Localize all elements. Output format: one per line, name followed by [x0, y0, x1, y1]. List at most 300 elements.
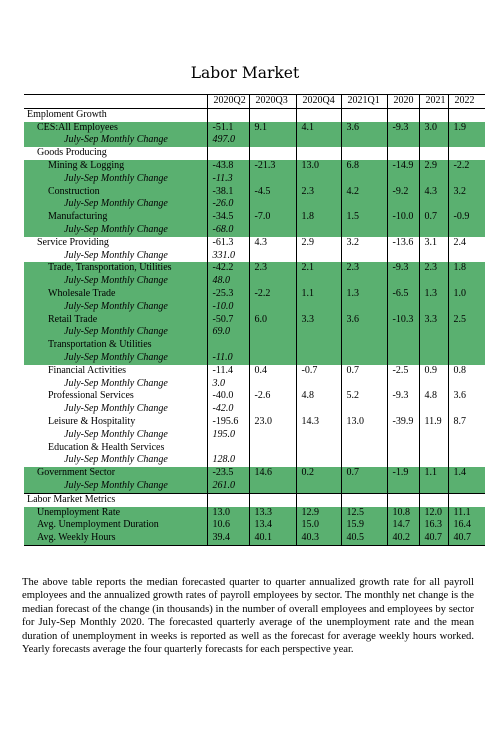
table-row — [24, 314, 485, 327]
value-cell — [419, 442, 448, 455]
value-cell: 2.9 — [419, 160, 448, 173]
value-cell — [296, 378, 341, 391]
value-cell — [341, 429, 387, 442]
value-cell: 15.9 — [341, 519, 387, 532]
table-body — [24, 95, 485, 546]
table-row — [24, 186, 485, 199]
value-cell — [448, 275, 485, 288]
value-cell: 3.6 — [448, 390, 485, 403]
table-row — [24, 250, 485, 263]
value-cell — [296, 403, 341, 416]
value-cell — [448, 493, 485, 506]
value-cell: -9.2 — [387, 186, 419, 199]
value-cell — [249, 429, 296, 442]
value-cell: 1.1 — [419, 467, 448, 480]
header-label-cell — [24, 95, 207, 109]
value-cell: 13.0 — [341, 416, 387, 429]
value-cell: 8.7 — [448, 416, 485, 429]
value-cell: -11.4 — [207, 365, 249, 378]
row-label: July-Sep Monthly Change — [24, 198, 207, 211]
row-label: July-Sep Monthly Change — [64, 377, 168, 389]
table-row — [24, 198, 485, 211]
value-cell: -42.2 — [207, 262, 249, 275]
value-cell — [387, 352, 419, 365]
value-cell: 12.9 — [296, 507, 341, 520]
value-cell: 11.9 — [419, 416, 448, 429]
value-cell — [448, 480, 485, 493]
value-cell — [249, 134, 296, 147]
value-cell: 4.8 — [296, 390, 341, 403]
value-cell — [341, 275, 387, 288]
table-row — [24, 378, 485, 391]
value-cell — [249, 224, 296, 237]
value-cell — [448, 442, 485, 455]
value-cell: 1.4 — [448, 467, 485, 480]
value-cell — [249, 108, 296, 121]
row-label: July-Sep Monthly Change — [24, 134, 207, 147]
value-cell — [296, 326, 341, 339]
value-cell — [341, 480, 387, 493]
value-cell: 0.9 — [419, 365, 448, 378]
value-cell — [387, 403, 419, 416]
row-label: Financial Activities — [48, 364, 127, 376]
table-row — [24, 301, 485, 314]
value-cell: 3.6 — [341, 314, 387, 327]
value-cell — [448, 147, 485, 160]
value-cell: -21.3 — [249, 160, 296, 173]
value-cell — [341, 454, 387, 467]
value-cell: -10.0 — [387, 211, 419, 224]
row-label: July-Sep Monthly Change — [64, 428, 168, 440]
value-cell — [296, 442, 341, 455]
table-row — [24, 416, 485, 429]
table-row — [24, 442, 485, 455]
value-cell — [419, 275, 448, 288]
table-caption: The above table reports the median forecasted quarter to quarter annualized growth rate for all payroll employees and the annualized growth rates of payroll employees by sector. The monthly net change is the median forecast of the change (in thousands) in the number of overall employees and employees by sector for July-Sep Monthly 2020. The forecasted quarterly average of the unemployment rate and the mean duration of unemployment in weeks is reported as well as the forecast for average weekly hours worked. Yearly forecasts average the four quarterly forecasts for each perspective year. — [22, 577, 474, 656]
table-row — [24, 288, 485, 301]
value-cell: 1.3 — [419, 288, 448, 301]
value-cell — [448, 403, 485, 416]
value-cell: 0.4 — [249, 365, 296, 378]
value-cell — [249, 250, 296, 263]
value-cell: 0.7 — [341, 365, 387, 378]
value-cell: -4.5 — [249, 186, 296, 199]
value-cell — [387, 326, 419, 339]
value-cell — [387, 147, 419, 160]
row-label: Labor Market Metrics — [24, 493, 207, 506]
value-cell: 3.2 — [448, 186, 485, 199]
value-cell — [419, 198, 448, 211]
value-cell: 40.3 — [296, 532, 341, 545]
value-cell — [387, 275, 419, 288]
value-cell: 0.7 — [341, 467, 387, 480]
table-row — [24, 429, 485, 442]
value-cell — [341, 224, 387, 237]
row-label: July-Sep Monthly Change — [24, 326, 207, 339]
value-cell: 497.0 — [207, 134, 249, 147]
row-label: CES:All Employees — [24, 122, 207, 135]
value-cell — [207, 339, 249, 352]
value-cell — [387, 134, 419, 147]
row-label: Emploment Growth — [27, 108, 107, 120]
column-header: 2020Q3 — [249, 95, 296, 109]
value-cell — [448, 173, 485, 186]
value-cell — [207, 147, 249, 160]
value-cell — [419, 403, 448, 416]
value-cell: 6.0 — [249, 314, 296, 327]
value-cell — [296, 493, 341, 506]
value-cell: -13.6 — [387, 237, 419, 250]
value-cell: -14.9 — [387, 160, 419, 173]
value-cell: 2.9 — [296, 237, 341, 250]
value-cell — [341, 173, 387, 186]
value-cell — [448, 352, 485, 365]
value-cell: -11.0 — [207, 352, 249, 365]
value-cell — [296, 198, 341, 211]
value-cell: -195.6 — [207, 416, 249, 429]
value-cell — [249, 403, 296, 416]
value-cell — [448, 454, 485, 467]
value-cell: -39.9 — [387, 416, 419, 429]
value-cell: -0.7 — [296, 365, 341, 378]
value-cell — [419, 378, 448, 391]
value-cell — [249, 352, 296, 365]
value-cell — [296, 134, 341, 147]
row-label: Goods Producing — [37, 147, 107, 159]
table-row — [24, 365, 485, 378]
value-cell — [387, 250, 419, 263]
value-cell: 6.8 — [341, 160, 387, 173]
row-label: July-Sep Monthly Change — [64, 249, 168, 261]
value-cell — [341, 301, 387, 314]
value-cell — [387, 198, 419, 211]
value-cell: 5.2 — [341, 390, 387, 403]
table-row — [24, 134, 485, 147]
value-cell — [249, 275, 296, 288]
value-cell — [387, 301, 419, 314]
value-cell — [448, 108, 485, 121]
value-cell: 11.1 — [448, 507, 485, 520]
row-label: Avg. Unemployment Duration — [24, 519, 207, 532]
value-cell: 9.1 — [249, 122, 296, 135]
value-cell: 0.7 — [419, 211, 448, 224]
column-header: 2022 — [448, 95, 485, 109]
value-cell — [249, 442, 296, 455]
value-cell: 13.4 — [249, 519, 296, 532]
row-label: Education & Health Services — [48, 441, 165, 453]
value-cell — [249, 147, 296, 160]
value-cell: 3.3 — [296, 314, 341, 327]
table-row — [24, 173, 485, 186]
value-cell — [341, 352, 387, 365]
row-label: Government Sector — [24, 467, 207, 480]
value-cell — [341, 442, 387, 455]
value-cell — [249, 454, 296, 467]
value-cell — [296, 301, 341, 314]
value-cell — [296, 147, 341, 160]
value-cell — [387, 378, 419, 391]
value-cell — [448, 429, 485, 442]
value-cell — [341, 339, 387, 352]
value-cell — [448, 224, 485, 237]
value-cell: -11.3 — [207, 173, 249, 186]
value-cell — [387, 493, 419, 506]
value-cell: -61.3 — [207, 237, 249, 250]
value-cell: 3.0 — [207, 378, 249, 391]
value-cell — [448, 326, 485, 339]
value-cell — [296, 480, 341, 493]
value-cell — [296, 224, 341, 237]
table-row — [24, 262, 485, 275]
value-cell: 3.0 — [419, 122, 448, 135]
value-cell: 128.0 — [207, 454, 249, 467]
row-label: Unemployment Rate — [24, 507, 207, 520]
row-label: July-Sep Monthly Change — [24, 480, 207, 493]
labor-market-table — [24, 94, 485, 546]
table-row — [24, 454, 485, 467]
value-cell: 10.8 — [387, 507, 419, 520]
value-cell — [419, 250, 448, 263]
value-cell — [341, 147, 387, 160]
value-cell — [341, 108, 387, 121]
value-cell: 15.0 — [296, 519, 341, 532]
value-cell: -50.7 — [207, 314, 249, 327]
value-cell: -10.0 — [207, 301, 249, 314]
row-label: July-Sep Monthly Change — [64, 454, 168, 466]
row-label: Mining & Logging — [24, 160, 207, 173]
value-cell — [296, 454, 341, 467]
value-cell — [341, 378, 387, 391]
value-cell: -68.0 — [207, 224, 249, 237]
value-cell — [419, 454, 448, 467]
value-cell — [419, 108, 448, 121]
value-cell — [448, 339, 485, 352]
value-cell: 16.4 — [448, 519, 485, 532]
value-cell: 69.0 — [207, 326, 249, 339]
value-cell: 4.3 — [249, 237, 296, 250]
table-row — [24, 224, 485, 237]
value-cell: -6.5 — [387, 288, 419, 301]
value-cell: 331.0 — [207, 250, 249, 263]
row-label: Transportation & Utilities — [24, 339, 207, 352]
value-cell — [419, 134, 448, 147]
value-cell — [249, 493, 296, 506]
value-cell — [207, 108, 249, 121]
value-cell — [419, 301, 448, 314]
value-cell — [448, 378, 485, 391]
value-cell: 1.9 — [448, 122, 485, 135]
table-row — [24, 339, 485, 352]
value-cell: -40.0 — [207, 390, 249, 403]
row-label: July-Sep Monthly Change — [24, 352, 207, 365]
value-cell — [296, 352, 341, 365]
value-cell: 13.0 — [296, 160, 341, 173]
column-header: 2021Q1 — [341, 95, 387, 109]
row-label: July-Sep Monthly Change — [24, 275, 207, 288]
value-cell: 3.3 — [419, 314, 448, 327]
table-header-row — [24, 95, 485, 109]
value-cell: -34.5 — [207, 211, 249, 224]
value-cell: 10.6 — [207, 519, 249, 532]
value-cell — [296, 108, 341, 121]
value-cell: -10.3 — [387, 314, 419, 327]
value-cell — [387, 480, 419, 493]
value-cell: 0.8 — [448, 365, 485, 378]
table-row — [24, 532, 485, 545]
value-cell — [448, 250, 485, 263]
value-cell: 1.5 — [341, 211, 387, 224]
value-cell: 16.3 — [419, 519, 448, 532]
value-cell: 39.4 — [207, 532, 249, 545]
row-label: Retail Trade — [24, 314, 207, 327]
value-cell: -25.3 — [207, 288, 249, 301]
value-cell — [296, 275, 341, 288]
value-cell: -51.1 — [207, 122, 249, 135]
row-label: Construction — [24, 186, 207, 199]
row-label: July-Sep Monthly Change — [24, 301, 207, 314]
value-cell: -2.2 — [249, 288, 296, 301]
row-label: Professional Services — [48, 390, 134, 402]
value-cell — [419, 173, 448, 186]
row-label: Avg. Weekly Hours — [24, 532, 207, 545]
value-cell — [296, 429, 341, 442]
column-header: 2020 — [387, 95, 419, 109]
value-cell: 4.2 — [341, 186, 387, 199]
row-label: Wholesale Trade — [24, 288, 207, 301]
value-cell: -9.3 — [387, 122, 419, 135]
table-row — [24, 326, 485, 339]
table-row — [24, 237, 485, 250]
value-cell: -2.2 — [448, 160, 485, 173]
value-cell: 1.8 — [296, 211, 341, 224]
value-cell: 3.6 — [341, 122, 387, 135]
table-row — [24, 390, 485, 403]
value-cell — [387, 339, 419, 352]
table-row — [24, 211, 485, 224]
table-row — [24, 122, 485, 135]
value-cell: 48.0 — [207, 275, 249, 288]
row-label: July-Sep Monthly Change — [24, 224, 207, 237]
value-cell: 3.2 — [341, 237, 387, 250]
value-cell: 0.2 — [296, 467, 341, 480]
value-cell — [296, 173, 341, 186]
value-cell — [249, 173, 296, 186]
value-cell — [249, 326, 296, 339]
value-cell: 261.0 — [207, 480, 249, 493]
value-cell — [207, 493, 249, 506]
value-cell — [387, 173, 419, 186]
table-row — [24, 352, 485, 365]
value-cell: 2.5 — [448, 314, 485, 327]
value-cell: -2.6 — [249, 390, 296, 403]
table-row — [24, 519, 485, 532]
value-cell: 14.7 — [387, 519, 419, 532]
value-cell — [419, 480, 448, 493]
value-cell — [419, 339, 448, 352]
value-cell — [448, 134, 485, 147]
value-cell — [341, 250, 387, 263]
value-cell: -0.9 — [448, 211, 485, 224]
value-cell — [448, 198, 485, 211]
value-cell — [419, 352, 448, 365]
value-cell — [341, 134, 387, 147]
column-header: 2020Q2 — [207, 95, 249, 109]
value-cell — [296, 339, 341, 352]
row-label: Manufacturing — [24, 211, 207, 224]
value-cell — [341, 493, 387, 506]
value-cell: 14.6 — [249, 467, 296, 480]
value-cell: -42.0 — [207, 403, 249, 416]
column-header: 2021 — [419, 95, 448, 109]
row-label: Leisure & Hospitality — [48, 415, 136, 427]
table-row — [24, 275, 485, 288]
value-cell: 12.0 — [419, 507, 448, 520]
value-cell: 13.0 — [207, 507, 249, 520]
value-cell — [249, 301, 296, 314]
row-label: Service Providing — [37, 236, 109, 248]
value-cell: 3.1 — [419, 237, 448, 250]
value-cell — [341, 326, 387, 339]
table-row — [24, 467, 485, 480]
table-row — [24, 493, 485, 506]
value-cell: 4.1 — [296, 122, 341, 135]
value-cell: 12.5 — [341, 507, 387, 520]
value-cell — [249, 480, 296, 493]
value-cell: 2.4 — [448, 237, 485, 250]
value-cell: 14.3 — [296, 416, 341, 429]
value-cell: 2.3 — [341, 262, 387, 275]
table-row — [24, 480, 485, 493]
value-cell: 40.7 — [419, 532, 448, 545]
value-cell — [387, 108, 419, 121]
column-header: 2020Q4 — [296, 95, 341, 109]
value-cell: -43.8 — [207, 160, 249, 173]
value-cell — [419, 326, 448, 339]
row-label: July-Sep Monthly Change — [64, 403, 168, 415]
value-cell — [387, 454, 419, 467]
value-cell — [249, 378, 296, 391]
value-cell — [249, 339, 296, 352]
value-cell: 1.0 — [448, 288, 485, 301]
value-cell — [341, 403, 387, 416]
value-cell: -7.0 — [249, 211, 296, 224]
table-row — [24, 403, 485, 416]
value-cell — [448, 301, 485, 314]
value-cell: 4.8 — [419, 390, 448, 403]
value-cell: -38.1 — [207, 186, 249, 199]
value-cell: 2.3 — [249, 262, 296, 275]
value-cell: -26.0 — [207, 198, 249, 211]
value-cell: 40.7 — [448, 532, 485, 545]
value-cell: 4.3 — [419, 186, 448, 199]
value-cell: -9.3 — [387, 390, 419, 403]
value-cell: -9.3 — [387, 262, 419, 275]
value-cell: 2.1 — [296, 262, 341, 275]
value-cell — [249, 198, 296, 211]
value-cell — [419, 429, 448, 442]
value-cell: 2.3 — [419, 262, 448, 275]
value-cell: 40.5 — [341, 532, 387, 545]
value-cell: -23.5 — [207, 467, 249, 480]
value-cell — [207, 442, 249, 455]
value-cell: 40.1 — [249, 532, 296, 545]
table-row — [24, 507, 485, 520]
value-cell: 1.8 — [448, 262, 485, 275]
value-cell: 1.1 — [296, 288, 341, 301]
value-cell: -1.9 — [387, 467, 419, 480]
table-row — [24, 147, 485, 160]
value-cell — [419, 147, 448, 160]
